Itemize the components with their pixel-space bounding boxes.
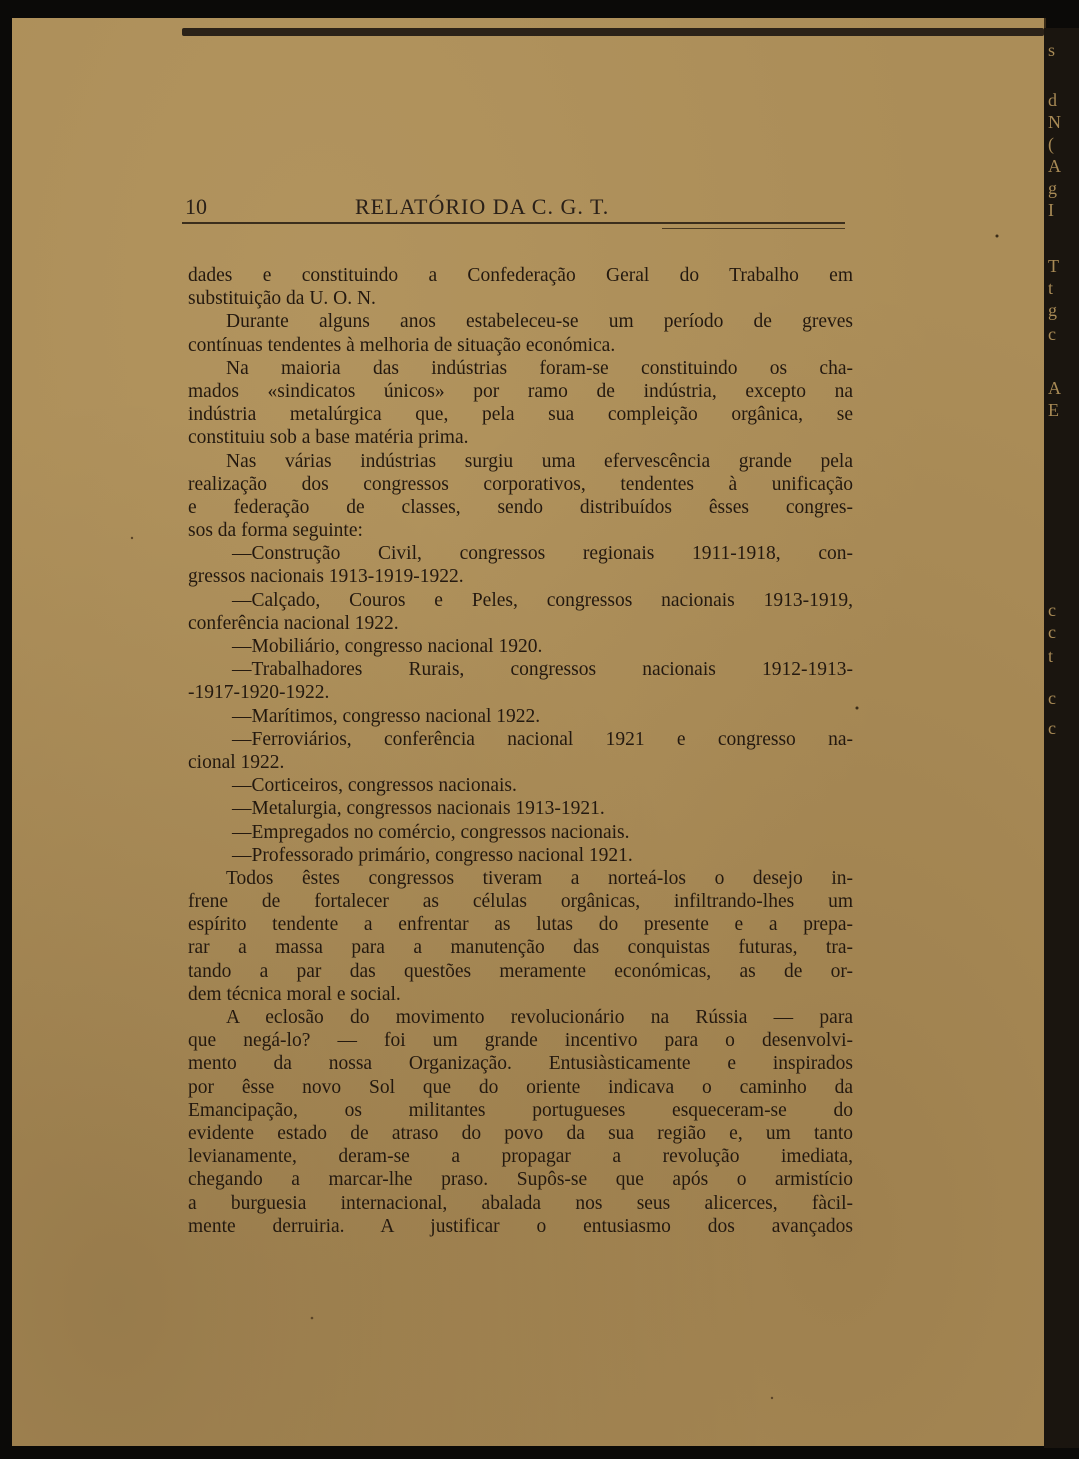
text-line: —Empregados no comércio, congressos nacionais. xyxy=(232,821,630,843)
edge-fragment: t xyxy=(1048,278,1054,298)
edge-fragment: g xyxy=(1048,300,1057,320)
edge-fragment: g xyxy=(1048,178,1057,198)
header-rule-short xyxy=(662,228,845,229)
text-line: chegando a marcar-lhe praso. Supôs-se que após o armistício xyxy=(188,1169,853,1191)
text-line: —Ferroviários, conferência nacional 1921 e congresso na- xyxy=(232,728,853,750)
text-line: mados «sindicatos únicos» por ramo de indústria, excepto na xyxy=(188,380,853,402)
document-page xyxy=(12,18,1046,1446)
edge-fragment: c xyxy=(1048,600,1056,620)
text-line: mente derruiria. A justificar o entusiasmo dos avançados xyxy=(188,1215,853,1237)
text-line: por êsse novo Sol que do oriente indicava o caminho da xyxy=(188,1076,853,1098)
edge-fragment: s xyxy=(1048,40,1056,60)
text-line: Todos êstes congressos tiveram a norteá-los o desejo in- xyxy=(226,867,853,889)
edge-fragment: c xyxy=(1048,622,1056,642)
text-line: evidente estado de atraso do povo da sua região e, um tanto xyxy=(188,1122,853,1144)
text-line: cional 1922. xyxy=(188,751,285,773)
edge-fragment: c xyxy=(1048,324,1056,344)
text-line: Durante alguns anos estabeleceu-se um período de greves xyxy=(226,311,853,333)
adjacent-page-edge xyxy=(1044,28,1079,1448)
text-line: -1917-1920-1922. xyxy=(188,682,330,704)
text-line: rar a massa para a manutenção das conquistas futuras, tra- xyxy=(188,937,853,959)
page-number: 10 xyxy=(185,194,207,219)
body-text xyxy=(188,264,853,1238)
text-line: espírito tendente a enfrentar as lutas do presente e a prepa- xyxy=(188,914,853,936)
header-rule xyxy=(182,222,845,224)
edge-fragment: ( xyxy=(1048,134,1054,154)
edge-fragment: E xyxy=(1048,400,1059,420)
running-title: RELATÓRIO DA C. G. T. xyxy=(355,194,610,219)
top-torn-rule xyxy=(182,28,1044,36)
text-line: que negá-lo? — foi um grande incentivo para o desenvolvi- xyxy=(188,1030,853,1052)
text-line: conferência nacional 1922. xyxy=(188,612,399,634)
text-line: Emancipação, os militantes portugueses esqueceram-se do xyxy=(188,1099,853,1121)
text-line: contínuas tendentes à melhoria de situação económica. xyxy=(188,334,616,356)
text-line: substituição da U. O. N. xyxy=(188,288,376,310)
text-line: —Marítimos, congresso nacional 1922. xyxy=(232,705,541,727)
text-line: Nas várias indústrias surgiu uma efervescência grande pela xyxy=(226,450,853,472)
edge-fragment: c xyxy=(1048,688,1056,708)
text-line: —Professorado primário, congresso nacional 1921. xyxy=(232,844,633,866)
text-line: —Mobiliário, congresso nacional 1920. xyxy=(232,636,543,657)
edge-fragment: T xyxy=(1048,256,1059,276)
edge-fragment: I xyxy=(1048,200,1054,220)
text-line: levianamente, deram-se a propagar a revolução imediata, xyxy=(188,1146,853,1168)
text-line: frene de fortalecer as células orgânicas, infiltrando-lhes um xyxy=(188,891,853,913)
edge-fragment: t xyxy=(1048,646,1054,666)
text-line: gressos nacionais 1913-1919-1922. xyxy=(188,566,464,588)
text-line: constituiu sob a base matéria prima. xyxy=(188,427,469,449)
text-line: A eclosão do movimento revolucionário na Rússia — para xyxy=(226,1007,853,1028)
edge-fragment: N xyxy=(1048,112,1061,132)
text-line: sos da forma seguinte: xyxy=(188,520,363,542)
text-line: indústria metalúrgica que, pela sua compleição orgânica, se xyxy=(188,404,853,426)
edge-fragment: A xyxy=(1048,156,1061,176)
page-header xyxy=(175,190,845,222)
text-line: —Metalurgia, congressos nacionais 1913-1921. xyxy=(232,798,605,820)
text-line: dades e constituindo a Confederação Geral do Trabalho em xyxy=(188,265,853,286)
text-line: —Trabalhadores Rurais, congressos nacionais 1912-1913- xyxy=(232,659,853,681)
text-line: dem técnica moral e social. xyxy=(188,983,401,1005)
text-line: Na maioria das indústrias foram-se constituindo os cha- xyxy=(226,357,853,379)
text-line: —Corticeiros, congressos nacionais. xyxy=(232,775,517,797)
edge-fragment: A xyxy=(1048,378,1061,398)
text-line: e federação de classes, sendo distribuídos êsses congres- xyxy=(188,496,853,518)
edge-fragment: c xyxy=(1048,718,1056,738)
edge-fragment: d xyxy=(1048,90,1057,110)
text-line: mento da nossa Organização. Entusiàsticamente e inspirados xyxy=(188,1053,853,1075)
text-line: a burguesia internacional, abalada nos seus alicerces, fàcil- xyxy=(188,1192,853,1214)
text-line: —Construção Civil, congressos regionais 1911-1918, con- xyxy=(232,543,853,565)
text-line: realização dos congressos corporativos, tendentes à unificação xyxy=(188,473,853,495)
text-line: —Calçado, Couros e Peles, congressos nacionais 1913-1919, xyxy=(232,589,853,611)
text-line: tando a par das questões meramente económicas, as de or- xyxy=(188,960,853,982)
